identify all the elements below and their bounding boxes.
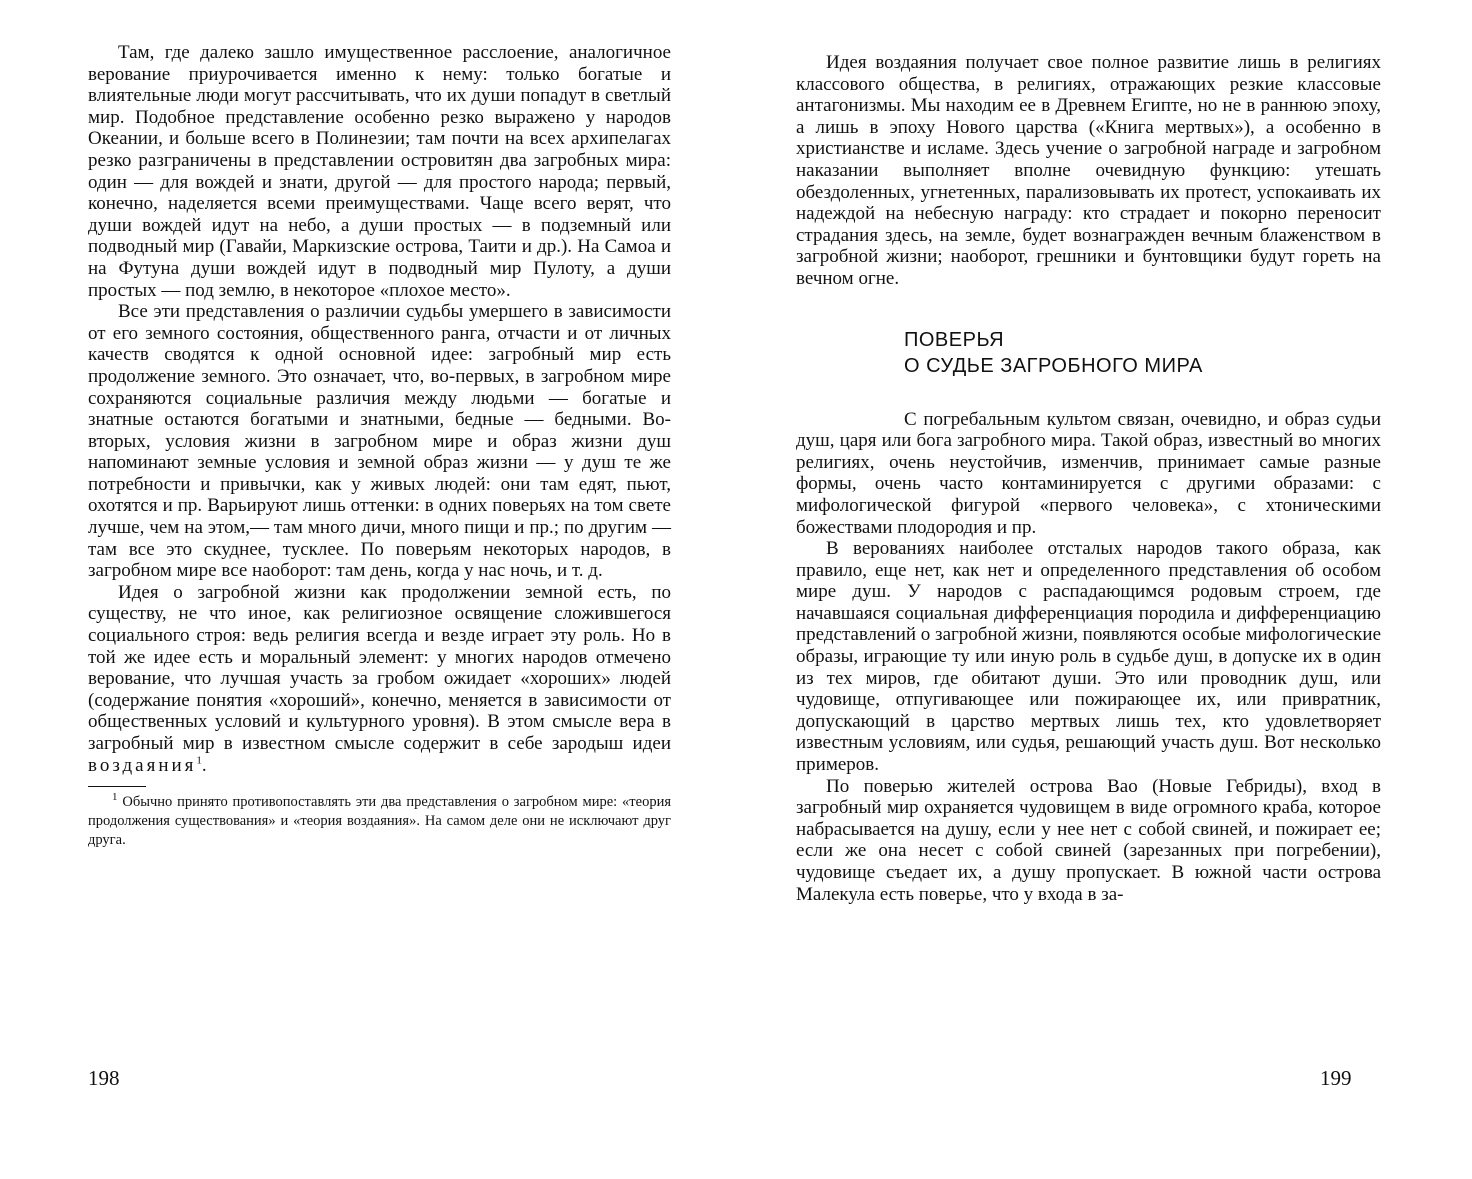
spaced-term: воздаяния [88,754,197,776]
footnote-divider [88,786,146,787]
footnote-marker: 1 [196,754,202,767]
paragraph: В верованиях наиболее отсталых народов такого образа, как правило, еще нет, как нет и определенного представления об особом мире душ. У народов с распадающимся родовым строем, где начавшаяся социальная дифференциация породила и дифференциацию представлений о загробной жизни, появляются особые мифологические образы, играющие ту или иную роль в судьбе душ, в допуске их в один из тех миров, где обитают души. Это или проводник душ, или чудовище, отпугивающее или пожирающее их, или привратник, допускающий в царство мертвых лишь тех, кто удовлетворяет известным условиям, или судья, решающий участь душ. Вот несколько примеров. [796,538,1382,776]
paragraph: Идея воздаяния получает свое полное развитие лишь в религиях классового общества, в религиях, отражающих резкие классовые антагонизмы. Мы находим ее в Древнем Египте, но не в раннюю эпоху, а лишь в эпоху Нового царства («Книга мертвых»), а особенно в христианстве и исламе. Здесь учение о загробной награде и загробном наказании выполняет вполне очевидную функцию: утешать обездоленных, угнетенных, парализовывать их протест, успокаивать их надеждой на небесную награду: кто страдает и покорно переносит страдания здесь, на земле, будет вознагражден вечным блаженством в загробной жизни; наоборот, грешники и бунтовщики будут гореть на вечном огне. [796,52,1381,289]
section-title-line: О СУДЬЕ ЗАГРОБНОГО МИРА [904,354,1203,377]
paragraph: По поверью жителей острова Вао (Новые Гебриды), вход в загробный мир охраняется чудовищем в виде огромного краба, которое набрасывается на душу, если у нее нет с собой свиней, и пожирает ее; если же она несет с собой свиней (зарезанных при погребении), чудовище съедает их, а душу пропускает. В южной части острова Малекула есть поверье, что у входа в за- [796,775,1381,905]
paragraph: Там, где далеко зашло имущественное расслоение, аналогичное верование приурочивается именно к нему: только богатые и влиятельные люди могут рассчитывать, что их души попадут в светлый мир. Подобное представление особенно резко выражено у народов Океании, и больше всего в Полинезии; там почти на всех архипелагах резко разграничены в представлении островитян два загробных мира: один — для вождей и знати, другой — для простого народа; первый, конечно, наделяется всеми преимуществами. Чаще всего верят, что души вождей идут на небо, а души простых — в подземный или подводный мир (Гавайи, Маркизские острова, Таити и др.). На Самоа и на Футуна души вождей идут в подводный мир Пулоту, а души простых — под землю, в некоторое «плохое место». [88,42,671,301]
paragraph: С погребальным культом связан, очевидно, и образ судьи душ, царя или бога загробного мира. Такой образ, известный во многих религиях, очень неустойчив, изменчив, принимает самые разные формы, очень часто контаминируется с другими образами: с мифологической фигурой «первого человека», с хтоническими божествами плодородия и пр. [796,408,1381,538]
footnote [88,793,671,850]
paragraph: Все эти представления о различии судьбы умершего в зависимости от его земного состояния, общественного ранга, отчасти и от личных качеств сводятся к одной основной идее: загробный мир есть продолжение земного. Это означает, что, во-первых, в загробном мире сохраняются социальные различия между людьми — богатые и знатные остаются богатыми и знатными, бедные — бедными. Во-вторых, условия жизни в загробном мире и образ жизни душ напоминают земные условия и земной образ жизни — у душ те же потребности и привычки, как у живых людей: они там едят, пьют, охотятся и пр. Варьируют лишь оттенки: в одних поверьях на том свете лучше, чем на этом,— там много дичи, много пищи и пр.; по другим — там все это скуднее, тусклее. По поверьям некоторых народов, в загробном мире все наоборот: там день, когда у нас ночь, и т. д. [88,301,671,582]
paragraph-with-footnote-ref [88,582,671,776]
page-number: 198 [88,1066,120,1090]
footnote-number: 1 [112,791,118,804]
right-page [736,0,1472,1179]
trailing-period: . [201,754,207,776]
footnote-text: Обычно принято противопоставлять эти два представления о загробном мире: «теория продолжения существования» и «теория воздаяния». На самом деле они не исключают друг друга. [88,794,671,849]
right-text-column [796,52,1381,905]
page-number: 199 [1320,1066,1352,1090]
section-title-line: ПОВЕРЬЯ [904,328,1005,351]
paragraph-text: Идея о загробной жизни как продолжении земной есть, по существу, не что иное, как религиозное освящение сложившегося социального строя: ведь религия всегда и везде играет эту роль. Но в той же идее есть и моральный элемент: у многих народов отмечено верование, что лучшая участь за гробом ожидает «хороших» людей (содержание понятия «хороший», конечно, меняется в зависимости от общественных условий и культурного уровня). В этом смысле вера в загробный мир в известном смысле содержит в себе зародыш идеи [88,581,671,754]
left-text-column [88,42,671,850]
section-title [904,327,1381,379]
